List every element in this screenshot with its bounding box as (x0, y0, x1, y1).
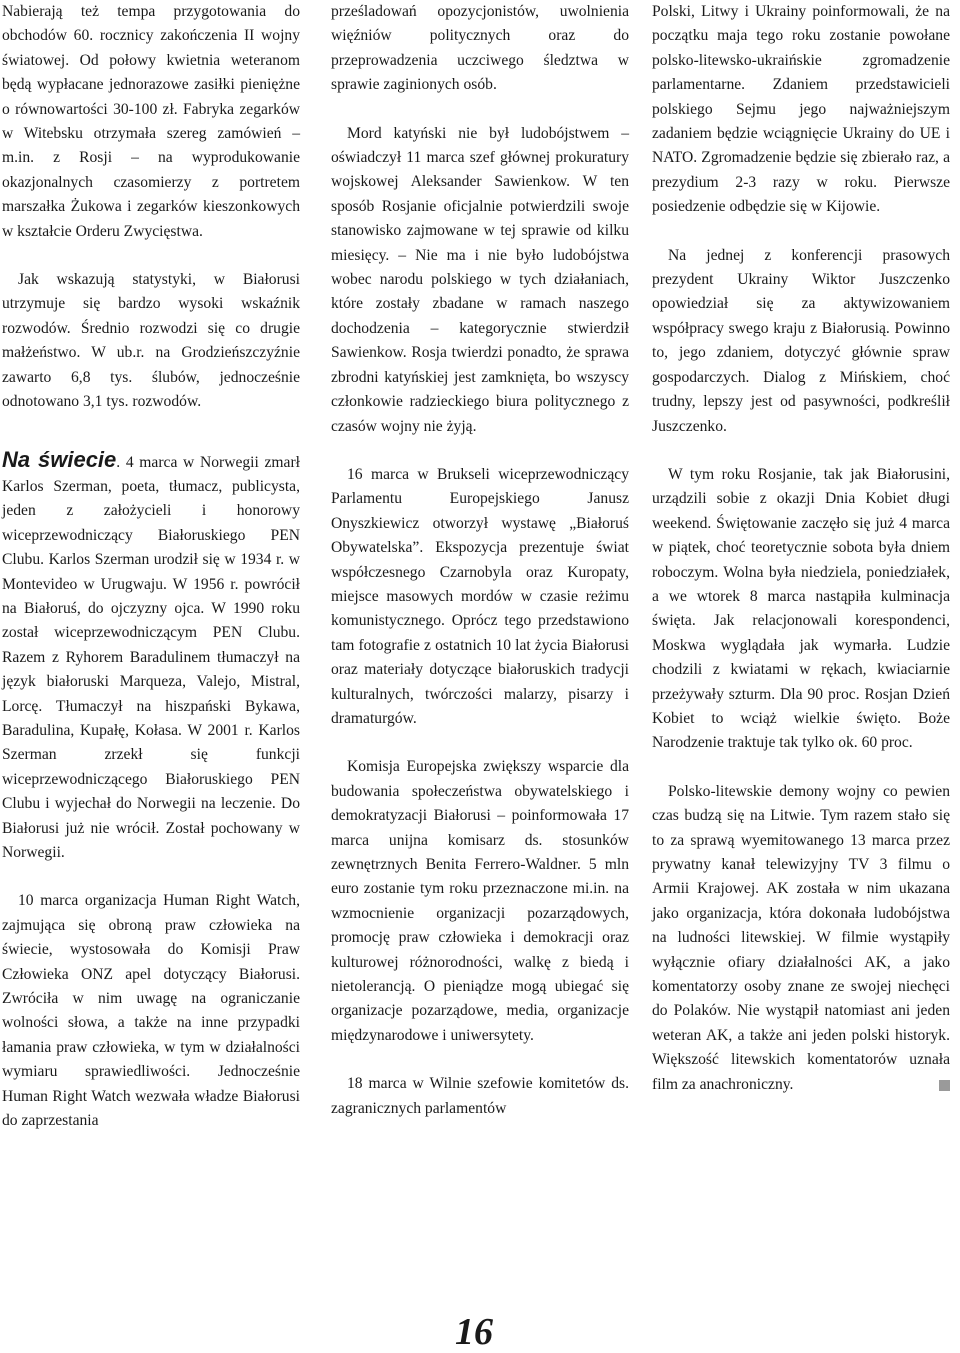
column-3 (652, 0, 950, 1097)
article-paragraph: 18 marca w Wilnie szefowie komitetów ds. zagranicznych parlamentów (331, 1075, 629, 1117)
article-paragraph-text: . 4 marca w Norwegii zmarł Karlos Szerman, poeta, tłumacz, publicysta, jeden z założycieli i honorowy wiceprzewodniczący Białoruskiego PEN Clubu. Karlos Szerman urodził się w 1934 r. w Montevideo w Urugwaju. W 1956 r. powrócił na Białoruś, do ojczyzny ojca. W 1990 roku został wiceprzewodniczącym PEN Clubu. Razem z Ryhorem Baradulinem tłumaczył na język białoruski Marqueza, Valejo, Mistral, Lorcę. Tłumaczył na hiszpański Bykawa, Baradulina, Kupałę, Kołasa. W 2001 r. Karlos Szerman zrzekł się funkcji wiceprzewodniczącego Białoruskiego PEN Clubu i wyjechał do Norwegii na leczenie. Do Białorusi już nie wrócił. Został pochowany w Norwegii. (2, 453, 300, 861)
column-2 (331, 0, 629, 1121)
article-paragraph: Mord katyński nie był ludobójstwem – oświadczył 11 marca szef głównej prokuratury wojskowej Aleksander Sawienkow. W ten sposób Rosjanie oficjalnie potwierdzili swoje stanowisko zajmowane w tej sprawie od kilku miesięcy. – Nie ma i nie było ludobójstwa wobec narodu polskiego w tych działaniach, które zostały zbadane w ramach naszego dochodzenia – kategorycznie stwierdził Sawienkow. Rosja twierdzi ponadto, że sprawa zbrodni katyńskiej jest zamknięta, bo wszyscy członkowie radzieckiego biura politycznego z czasów wojny nie żyją. (331, 124, 629, 435)
article-paragraph: prześladowań opozycjonistów, uwolnienia więźniów politycznych oraz do przeprowadzenia uczciwego śledztwa w sprawie zaginionych osób. (331, 3, 629, 94)
article-paragraph-with-heading (2, 448, 300, 866)
article-paragraph: Polski, Litwy i Ukrainy poinformowali, że na początku maja tego roku zostanie powołane polsko-litewsko-ukraińskie zgromadzenie parlamentarne. Zdaniem przedstawicieli polskiego Sejmu jego najważniejszym zadaniem będzie wciągnięcie Ukrainy do UE i NATO. Zgromadzenie będzie się zbierało raz, a prezydium 2-3 razy w roku. Pierwsze posiedzenie odbędzie się w Kijowie. (652, 3, 950, 216)
end-of-article-square-icon (939, 1080, 950, 1091)
article-paragraph: 10 marca organizacja Human Right Watch, zajmująca się obroną praw człowieka na świecie, wystosowała do Komisji Praw Człowieka ONZ apel dotyczący Białorusi. Zwróciła w nim uwagę na ograniczanie wolności słowa, a także na inne przypadki łamania praw człowieka, w tym w działalności wymiaru sprawiedliwości. Jednocześnie Human Right Watch wezwała władze Białorusi do zaprzestania (2, 892, 300, 1130)
article-paragraph: Nabierają też tempa przygotowania do obchodów 60. rocznicy zakończenia II wojny światowej. Od połowy kwietnia weteranom będą wypłacane jednorazowe zasiłki pieniężne o równowartości 30-100 zł. Fabryka zegarków w Witebsku otrzymała szereg zamówień – m.in. z Rosji – na wyprodukowanie okazjonalnych czasomierzy z portretem marszałka Żukowa i zegarków kieszonkowych w kształcie Orderu Zwycięstwa. (2, 3, 300, 240)
column-1 (2, 0, 300, 1133)
article-paragraph: Komisja Europejska zwiększy wsparcie dla budowania społeczeństwa obywatelskiego i demokratyzacji Białorusi – poinformowała 17 marca unijna komisarz ds. stosunków zewnętrznych Benita Ferrero-Waldner. 5 mln euro zostanie tym roku przeznaczone mi.in. na wzmocnienie organizacji pozarządowych, promocję praw człowieka i demokracji oraz kulturowej różnorodności, walkę z biedą i nietolerancją. O pieniądze mogą ubiegać się organizacje pozarządowe, media, organizacje międzynarodowe i uniwersytety. (331, 758, 629, 1044)
page-number: 16 (455, 1311, 493, 1353)
article-paragraph-final (652, 780, 950, 1097)
section-heading: Na świecie (2, 446, 117, 472)
article-paragraph-text: Polsko-litewskie demony wojny co pewien czas budzą się na Litwie. Tym razem stało się to za sprawą wyemitowanego 13 marca przez prywatny kanał telewizyjny TV 3 filmu o Armii Krajowej. AK została w nim ukazana jako organizacja, która dokonała ludobójstwa na ludności litewskiej. W filmie wystąpiły wyłącznie ofiary działalności AK, a jako komentatorzy osoby znane ze swojej niechęci do Polaków. Nie wystąpił natomiast ani jeden weteran AK, a także ani jeden polski historyk. Większość litewskich komentatorów uznała film za anachroniczny. (652, 782, 950, 1093)
article-paragraph: Jak wskazują statystyki, w Białorusi utrzymuje się bardzo wysoki wskaźnik rozwodów. Średnio rozwodzi się co drugie małżeństwo. W ub.r. na Grodzieńszczyźnie zawarto 6,8 tys. ślubów, jednocześnie odnotowano 3,1 tys. rozwodów. (2, 271, 300, 411)
article-paragraph: Na jednej z konferencji prasowych prezydent Ukrainy Wiktor Juszczenko opowiedział się za aktywizowaniem współpracy swego kraju z Białorusią. Powinno to, jego zdaniem, dotyczyć głównie spraw gospodarczych. Dialog z Mińskiem, choć trudny, lepszy jest od pasywności, podkreślił Juszczenko. (652, 246, 950, 435)
article-paragraph: W tym roku Rosjanie, tak jak Białorusini, urządzili sobie z okazji Dnia Kobiet długi weekend. Świętowanie zaczęło się już 4 marca w piątek, choć teoretycznie sobota była dniem roboczym. Wolna była niedziela, poniedziałek, a we wtorek 8 marca nastąpiła kulminacja święta. Jak relacjonowali korespondenci, Moskwa wyglądała jak wymarła. Ludzie chodzili z kwiatami w rękach, kwiaciarnie przeżywały szturm. Dla 90 proc. Rosjan Dzień Kobiet to wciąż wielkie święto. Boże Narodzenie traktuje tak tylko ok. 60 proc. (652, 465, 950, 752)
article-paragraph: 16 marca w Brukseli wiceprzewodniczący Parlamentu Europejskiego Janusz Onyszkiewicz otworzył wystawę „Białoruś Obywatelska”. Ekspozycja prezentuje świat współczesnego Czarnobyla oraz Kuropaty, miejsce masowych mordów w czasie reżimu komunistycznego. Oprócz tego przedstawiono tam fotografie z ostatnich 10 lat życia Białorusi oraz materiały dotyczące białoruskich tradycji kulturalnych, twórczości malarzy, pisarzy i dramaturgów. (331, 465, 629, 727)
